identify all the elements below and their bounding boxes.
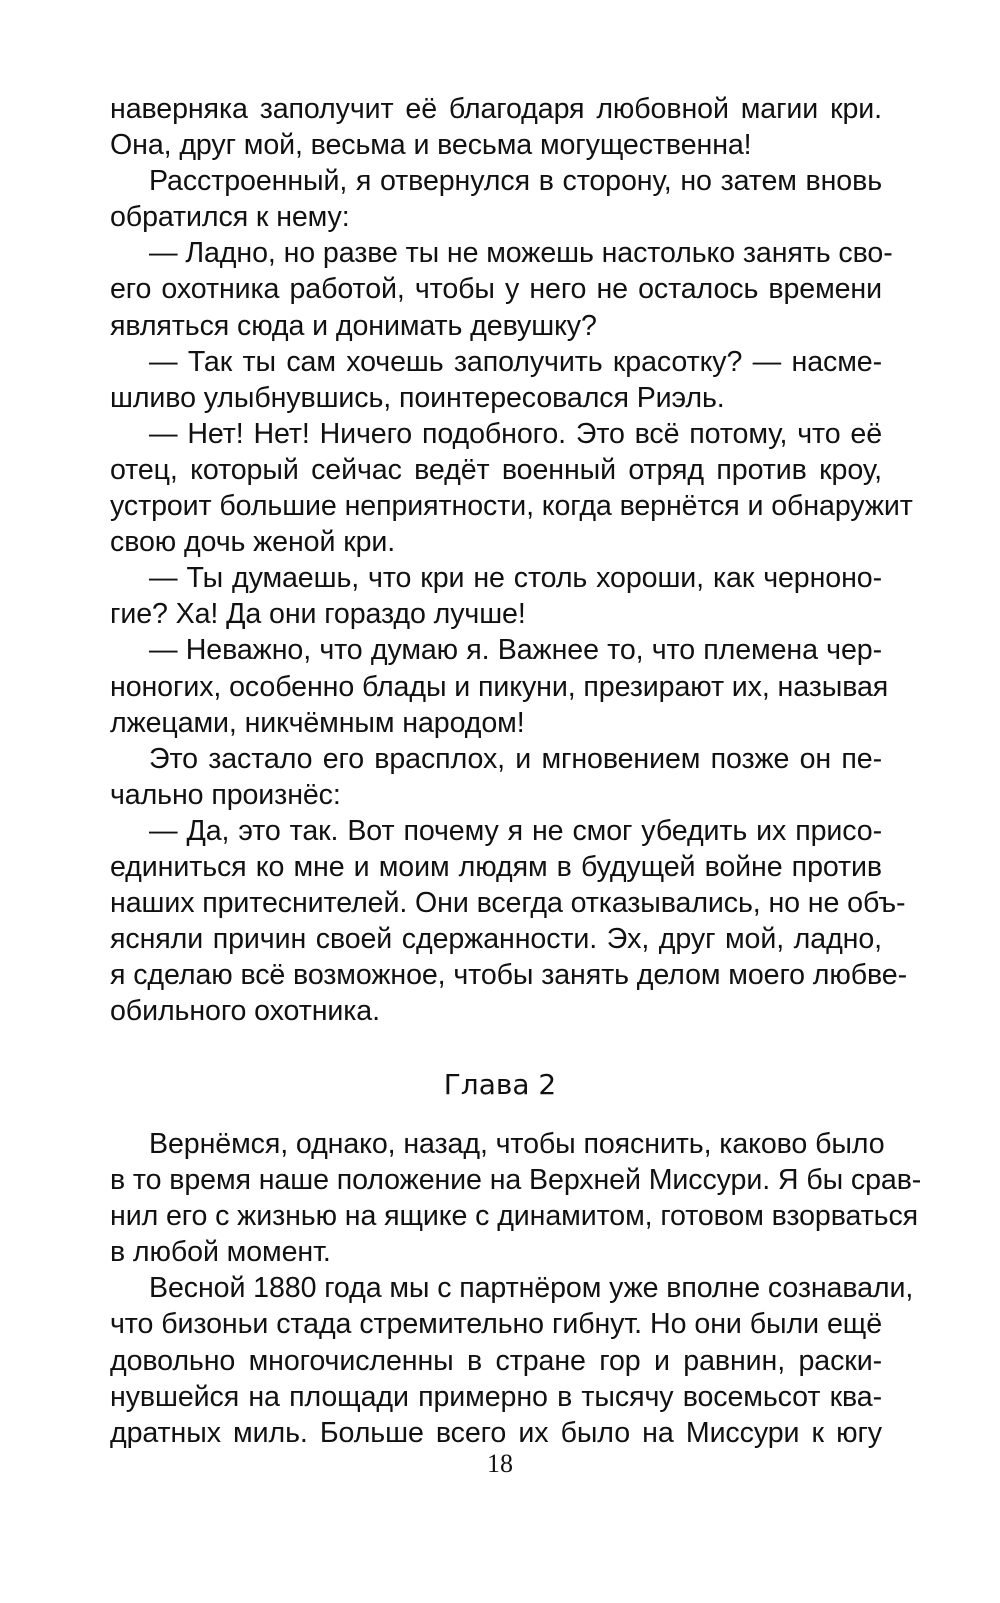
text-line: единиться ко мне и моим людям в будущей войне против [110, 850, 882, 883]
text-line: — Нет! Нет! Ничего подобного. Это всё потому, что её [149, 417, 882, 450]
text-line: гие? Ха! Да они гораздо лучше! [110, 598, 526, 631]
text-line: обратился к нему: [110, 201, 350, 234]
text-line: — Так ты сам хочешь заполучить красотку? — насме- [149, 345, 882, 378]
chapter-title: Глава 2 [443, 1068, 557, 1101]
text-line: ноногих, особенно блады и пикуни, презирают их, называя [110, 670, 889, 703]
text-line: Она, друг мой, весьма и весьма могущественна! [110, 129, 752, 162]
text-line: — Ты думаешь, что кри не столь хороши, как черноно- [149, 562, 882, 595]
text-line: дратных миль. Больше всего их было на Миссури к югу [110, 1416, 882, 1449]
text-line: нил его с жизнью на ящике с динамитом, готовом взорваться [110, 1200, 919, 1233]
text-line: — Неважно, что думаю я. Важнее то, что племена чер- [149, 634, 882, 667]
page-number: 18 [487, 1449, 513, 1478]
text-line: что бизоньи стада стремительно гибнут. Но они были ещё [110, 1308, 882, 1341]
text-line: в то время наше положение на Верхней Миссури. Я бы срав- [110, 1164, 922, 1197]
text-line: Весной 1880 года мы с партнёром уже вполне сознавали, [149, 1272, 914, 1305]
text-block-top [110, 91, 913, 1029]
text-line: — Ладно, но разве ты не можешь настолько занять сво- [149, 237, 893, 270]
text-line: Вернёмся, однако, назад, чтобы пояснить, каково было [149, 1128, 885, 1160]
text-line: ясняли причин своей сдержанности. Эх, друг мой, ладно, [110, 923, 882, 956]
text-line: являться сюда и донимать девушку? [110, 309, 597, 342]
text-line: Расстроенный, я отвернулся в сторону, но затем вновь [149, 165, 882, 198]
text-block-bottom [110, 1126, 922, 1451]
text-line: шливо улыбнувшись, поинтересовался Риэль. [110, 381, 725, 414]
text-line: в любой момент. [110, 1236, 331, 1269]
text-line: лжецами, никчёмным народом! [110, 706, 525, 739]
text-line: нувшейся на площади примерно в тысячу восемьсот ква- [110, 1380, 882, 1413]
text-line: я сделаю всё возможное, чтобы занять делом моего любве- [110, 959, 907, 992]
text-line: наших притеснителей. Они всегда отказывались, но не объ- [110, 887, 906, 920]
text-line: устроит большие неприятности, когда вернётся и обнаружит [110, 490, 913, 523]
text-line: чально произнёс: [110, 778, 341, 811]
text-line: обильного охотника. [110, 995, 380, 1028]
text-line: отец, который сейчас ведёт военный отряд против кроу, [110, 453, 882, 486]
text-line: наверняка заполучит её благодаря любовной магии кри. [110, 93, 882, 125]
text-line: его охотника работой, чтобы у него не осталось времени [110, 273, 882, 306]
text-line: довольно многочисленны в стране гор и равнин, раски- [110, 1344, 882, 1377]
text-line: свою дочь женой кри. [110, 526, 396, 559]
text-line: — Да, это так. Вот почему я не смог убедить их присо- [149, 814, 882, 847]
text-line: Это застало его врасплох, и мгновением позже он пе- [149, 742, 882, 775]
